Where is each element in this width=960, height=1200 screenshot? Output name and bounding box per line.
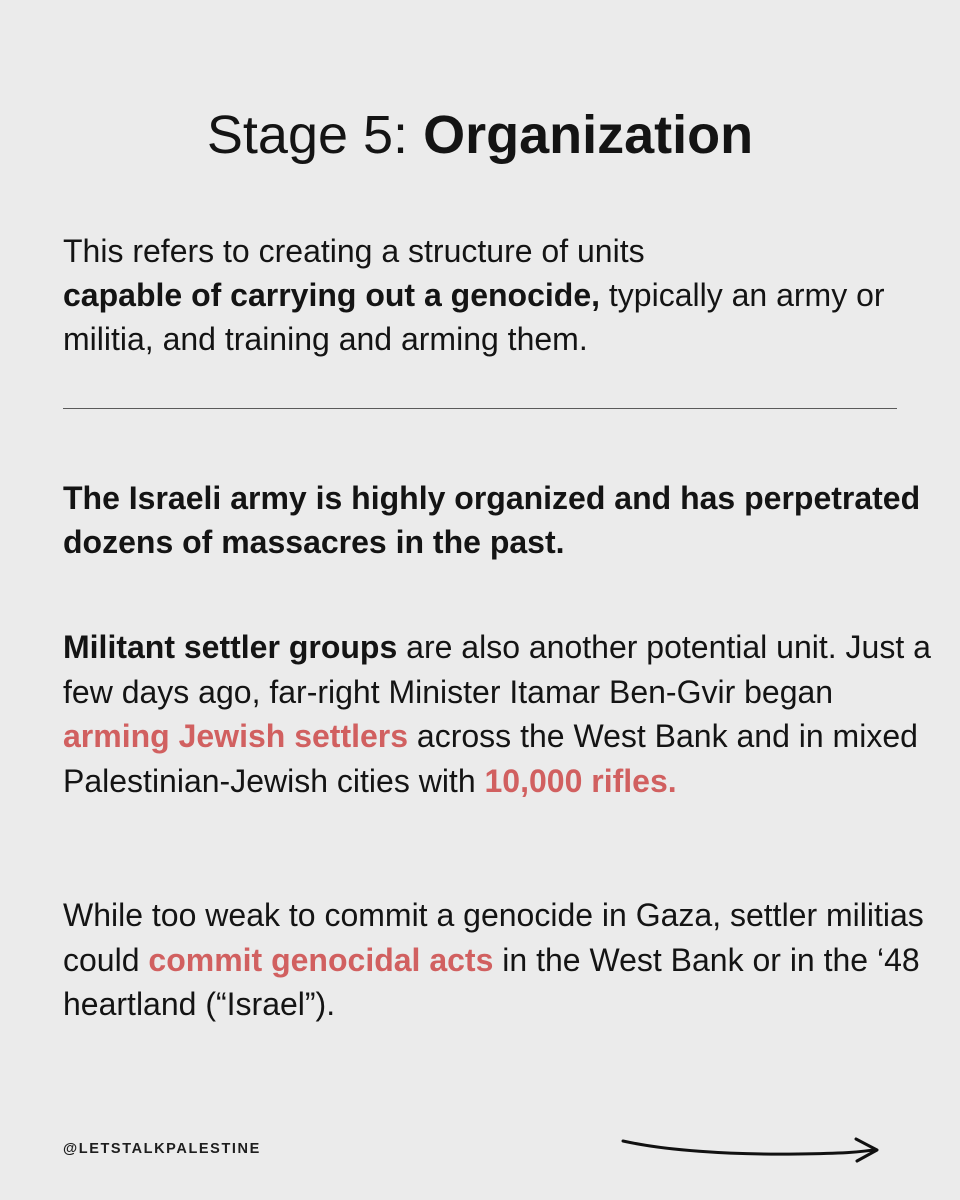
settler-lead: Militant settler groups bbox=[63, 629, 398, 665]
right-arrow-icon[interactable] bbox=[618, 1128, 882, 1168]
page-title bbox=[0, 100, 960, 170]
settler-text-2: across the West Bank and in mixed Palestinian-Jewish cities with bbox=[63, 718, 918, 799]
militia-text-2: in the West Bank or in the ‘48 heartland (“Israel”). bbox=[63, 941, 920, 1022]
settler-paragraph bbox=[63, 625, 933, 803]
definition-paragraph bbox=[63, 229, 923, 361]
definition-bold: capable of carrying out a genocide, bbox=[63, 277, 601, 313]
divider bbox=[63, 408, 897, 409]
army-statement: The Israeli army is highly organized and has perpetrated dozens of massacres in the past. bbox=[63, 480, 921, 560]
highlight-genocidal-acts: commit genocidal acts bbox=[148, 941, 494, 978]
highlight-rifles: 10,000 rifles. bbox=[484, 762, 677, 799]
militia-text-1: While too weak to commit a genocide in Gaza, settler militias could bbox=[63, 897, 924, 978]
definition-rest: typically an army or militia, and training and arming them. bbox=[63, 277, 885, 357]
militia-paragraph bbox=[63, 893, 933, 1027]
settler-text-1: are also another potential unit. Just a few days ago, far-right Minister Itamar Ben-Gvir began bbox=[63, 629, 931, 710]
title-emphasis: Organization bbox=[423, 105, 754, 165]
account-handle: @LETSTALKPALESTINE bbox=[63, 1141, 261, 1157]
definition-line: This refers to creating a structure of units bbox=[63, 233, 645, 269]
title-prefix: Stage 5: bbox=[206, 105, 424, 165]
highlight-arming: arming Jewish settlers bbox=[63, 718, 409, 754]
